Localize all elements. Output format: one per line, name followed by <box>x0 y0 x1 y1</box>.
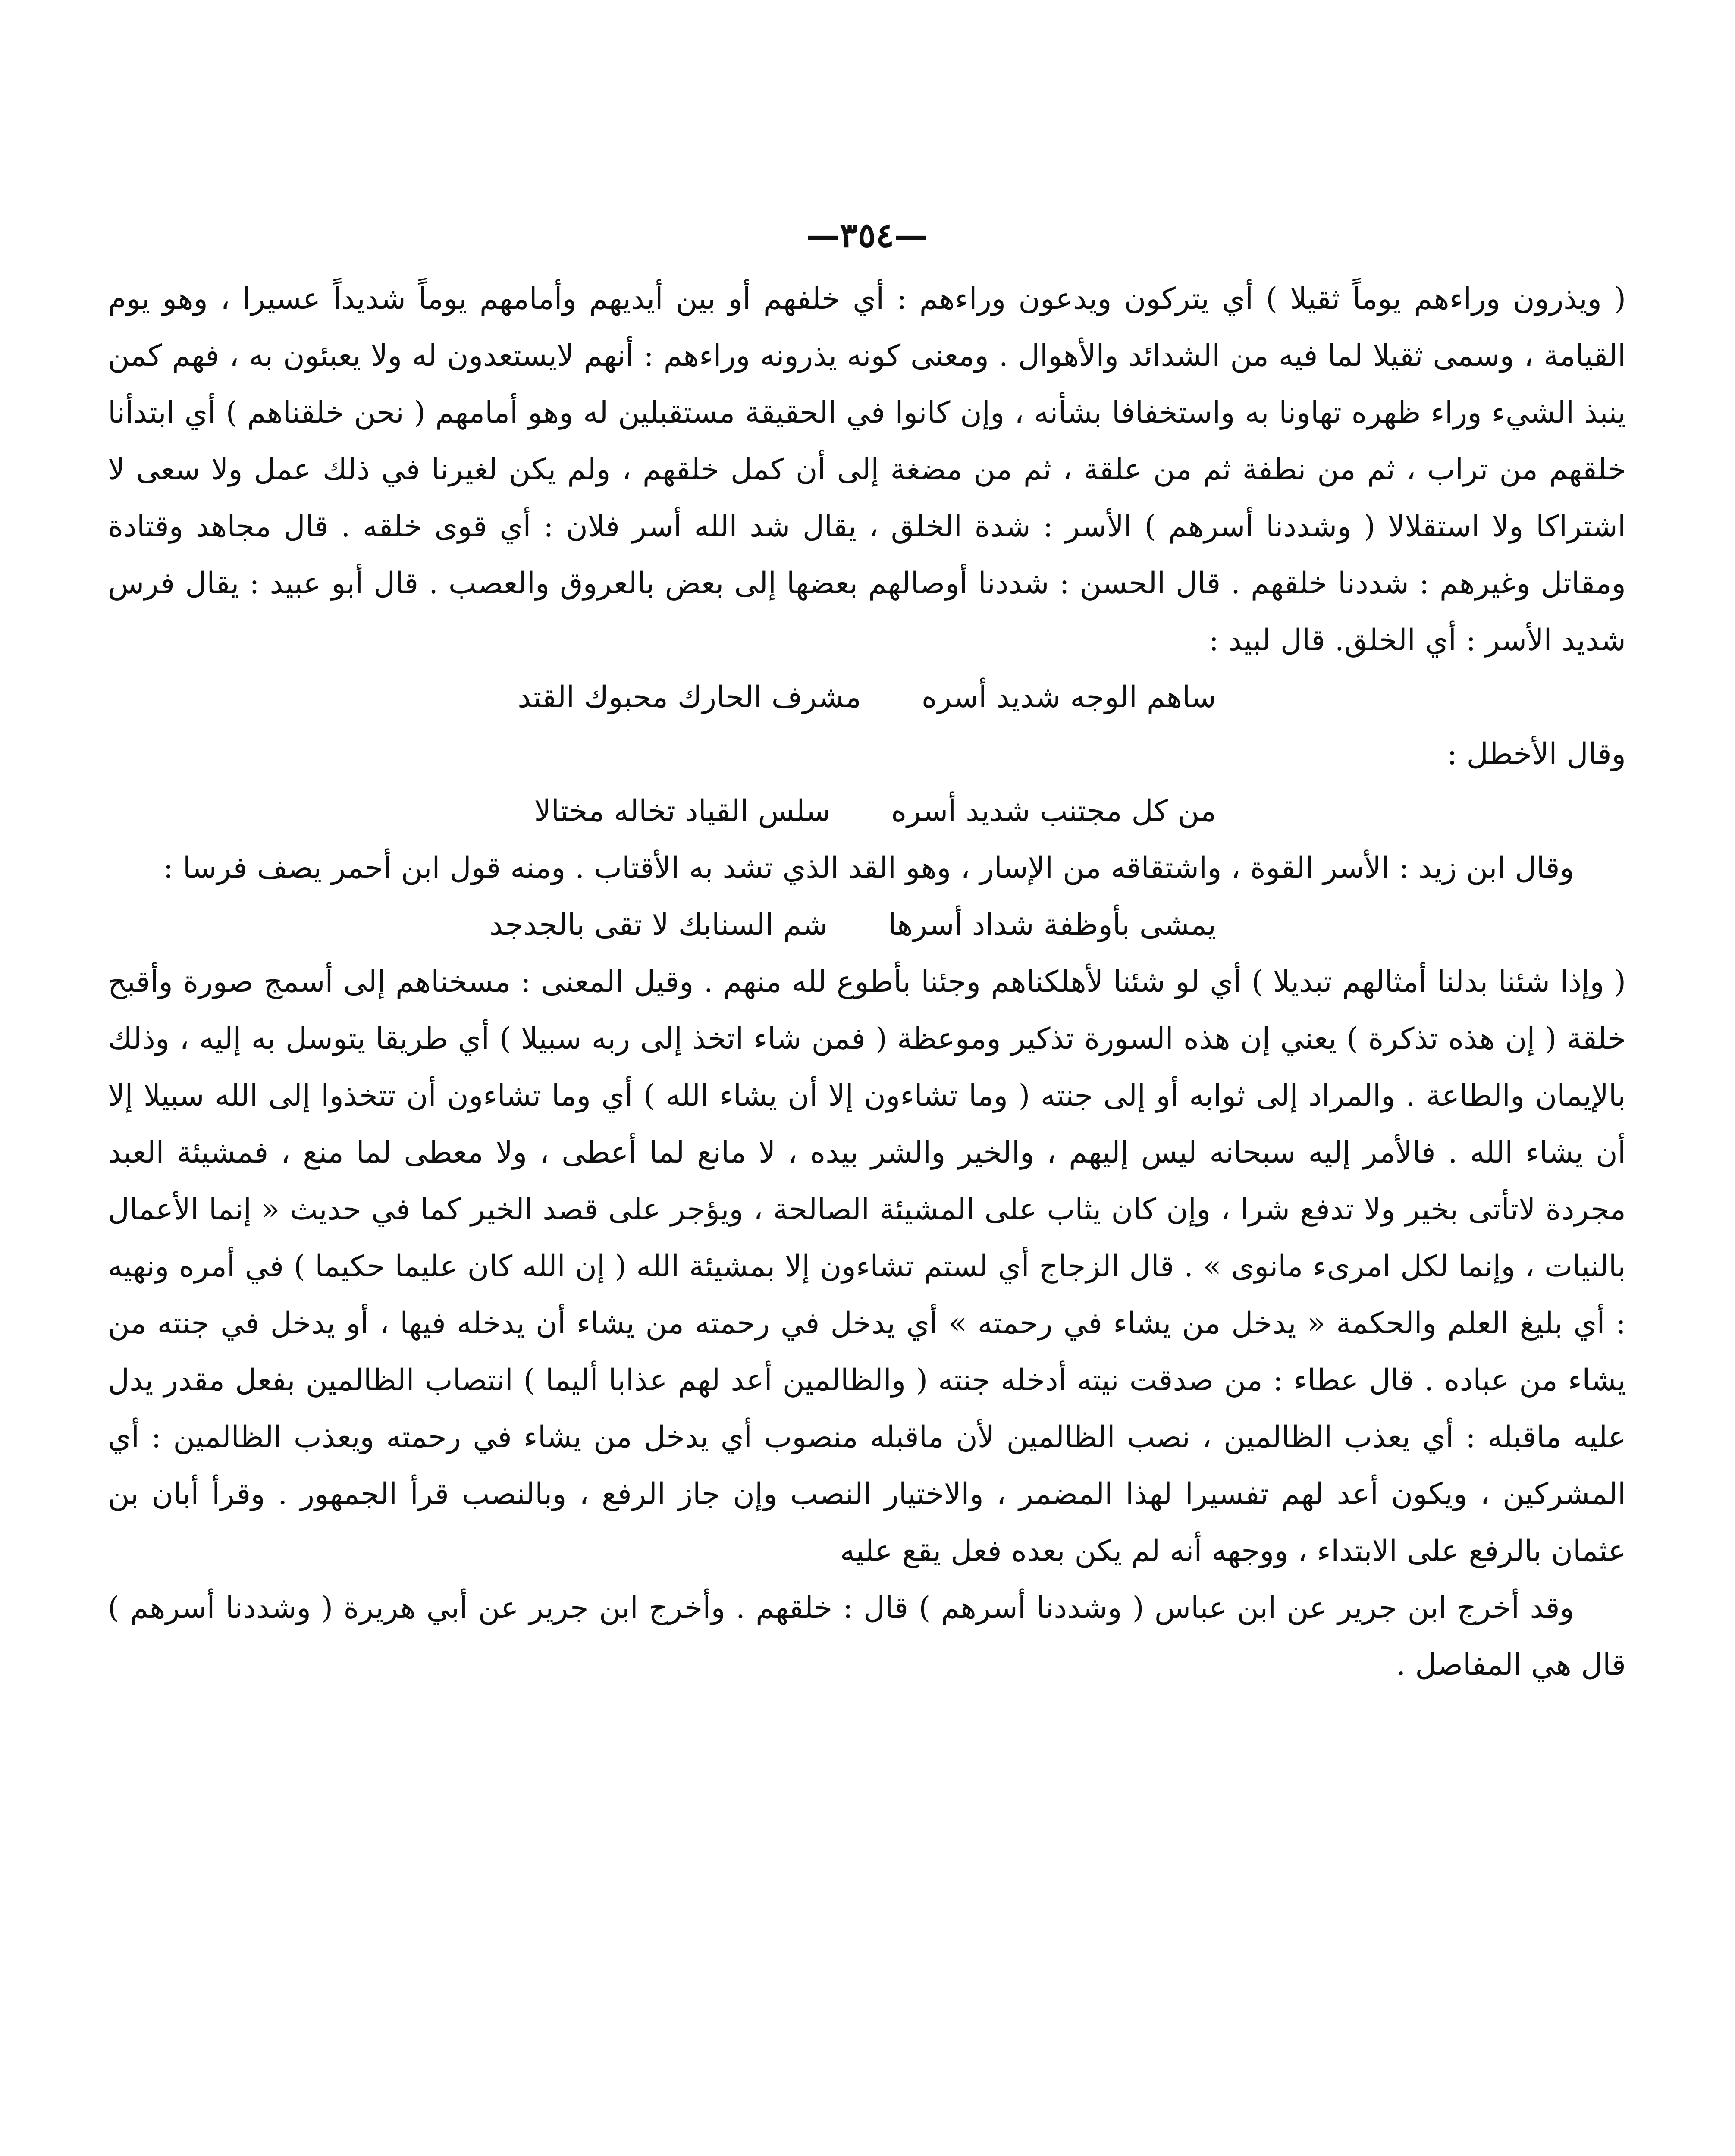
poetry-verse-labid <box>108 669 1626 726</box>
page-number: —٣٥٤— <box>806 216 928 255</box>
verse-hemistich-second: مشرف الحارك محبوك القتد <box>518 680 861 714</box>
poetry-verse-akhtal <box>108 783 1626 840</box>
paragraph-hadith-reports: وقد أخرج ابن جرير عن ابن عباس ( وشددنا أسرهم ) قال : خلقهم . وأخرج ابن جرير عن أبي هريرة ( وشددنا أسرهم ) قال هي المفاصل . <box>108 1591 1626 1682</box>
verse-intro-akhtal: وقال الأخطل : <box>1447 737 1626 771</box>
verse-hemistich-first: من كل مجتنب شديد أسره <box>891 794 1216 828</box>
poetry-verse-ibn-ahmar <box>108 896 1626 953</box>
verse-hemistich-first: يمشى بأوظفة شداد أسرها <box>888 908 1216 942</box>
verse-hemistich-second: شم السنابك لا تقى بالجدجد <box>489 908 828 942</box>
book-page <box>108 172 1626 2156</box>
paragraph-tafsir-1: ( ويذرون وراءهم يوماً ثقيلا ) أي يتركون ويدعون وراءهم : أي خلفهم أو بين أيديهم وأمامهم يوماً شديداً عسيرا ، وهو يوم القيامة ، وسمى ثقيلا لما فيه من الشدائد والأهوال . ومعنى كونه يذرونه وراءهم : أنهم لايستعدون له ولا يعبئون به ، فهم كمن ينبذ الشيء وراء ظهره تهاونا به واستخفافا بشأنه ، وإن كانوا في الحقيقة مستقبلين له وهو أمامهم ( نحن خلقناهم ) أي ابتدأنا خلقهم من تراب ، ثم من نطفة ثم من علقة ، ثم من مضغة إلى أن كمل خلقهم ، ولم يكن لغيرنا في ذلك عمل ولا سعى لا اشتراكا ولا استقلالا ( وشددنا أسرهم ) الأسر : شدة الخلق ، يقال شد الله أسر فلان : أي قوى خلقه . قال مجاهد وقتادة ومقاتل وغيرهم : شددنا خلقهم . قال الحسن : شددنا أوصالهم بعضها إلى بعض بالعروق والعصب . قال أبو عبيد : يقال فرس شديد الأسر : أي الخلق. قال لبيد : <box>108 282 1626 658</box>
verse-hemistich-first: ساهم الوجه شديد أسره <box>921 680 1216 714</box>
verse-hemistich-second: سلس القياد تخاله مختالا <box>534 794 831 828</box>
paragraph-ibn-zayd: وقال ابن زيد : الأسر القوة ، واشتقاقه من الإسار ، وهو القد الذي تشد به الأقتاب . ومنه قول ابن أحمر يصف فرسا : <box>163 851 1574 885</box>
paragraph-tafsir-2: ( وإذا شئنا بدلنا أمثالهم تبديلا ) أي لو شئنا لأهلكناهم وجئنا بأطوع لله منهم . وقيل المعنى : مسخناهم إلى أسمج صورة وأقبح خلقة ( إن هذه تذكرة ) يعني إن هذه السورة تذكير وموعظة ( فمن شاء اتخذ إلى ربه سبيلا ) أي طريقا يتوسل به إليه ، وذلك بالإيمان والطاعة . والمراد إلى ثوابه أو إلى جنته ( وما تشاءون إلا أن يشاء الله ) أي وما تشاءون أن تتخذوا إلى الله سبيلا إلا أن يشاء الله . فالأمر إليه سبحانه ليس إليهم ، والخير والشر بيده ، لا مانع لما أعطى ، ولا معطى لما منع ، فمشيئة العبد مجردة لاتأتى بخير ولا تدفع شرا ، وإن كان يثاب على المشيئة الصالحة ، ويؤجر على قصد الخير كما في حديث « إنما الأعمال بالنيات ، وإنما لكل امرىء مانوى » . قال الزجاج أي لستم تشاءون إلا بمشيئة الله ( إن الله كان عليما حكيما ) في أمره ونهيه : أي بليغ العلم والحكمة « يدخل من يشاء في رحمته » أي يدخل في رحمته من يشاء أن يدخله فيها ، أو يدخل في جنته من يشاء من عباده . قال عطاء : من صدقت نيته أدخله جنته ( والظالمين أعد لهم عذابا أليما ) انتصاب الظالمين بفعل مقدر يدل عليه ماقبله : أي يعذب الظالمين ، نصب الظالمين لأن ماقبله منصوب أي يدخل من يشاء في رحمته ويعذب الظالمين : أي المشركين ، ويكون أعد لهم تفسيرا لهذا المضمر ، والاختيار النصب وإن جاز الرفع ، وبالنصب قرأ الجمهور . وقرأ أبان بن عثمان بالرفع على الابتداء ، ووجهه أنه لم يكن بعده فعل يقع عليه <box>108 965 1626 1568</box>
